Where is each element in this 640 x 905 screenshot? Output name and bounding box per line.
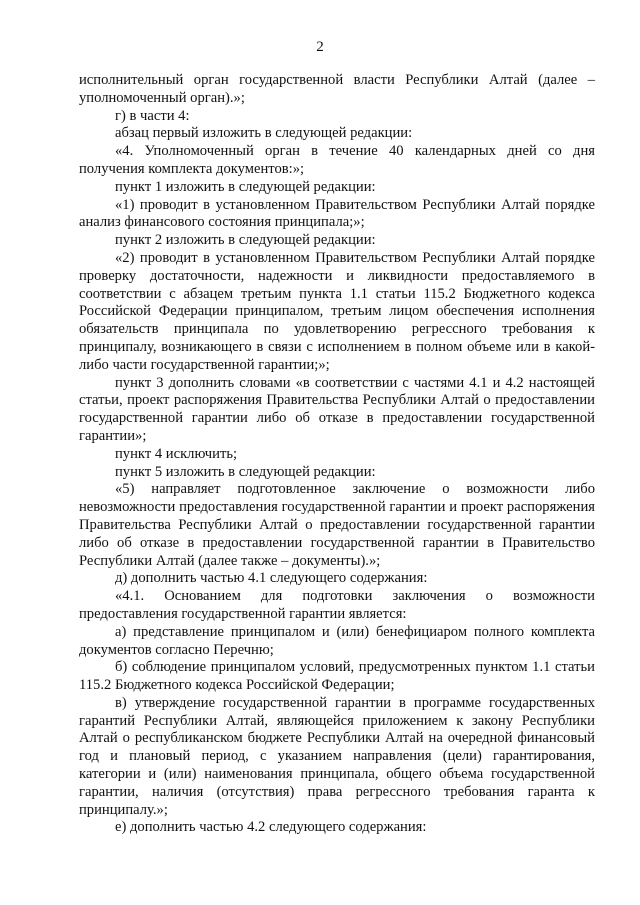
page-number: 2	[316, 39, 324, 55]
paragraph: исполнительный орган государственной власти Республики Алтай (далее – уполномоченный орган).»;	[79, 72, 595, 106]
paragraph: абзац первый изложить в следующей редакции:	[115, 125, 413, 142]
paragraph: «4. Уполномоченный орган в течение 40 календарных дней со дня получения комплекта документов:»;	[79, 143, 595, 177]
paragraph: «1) проводит в установленном Правительством Республики Алтай порядке анализ финансового состояния принципала;»;	[79, 196, 595, 231]
paragraph: е) дополнить частью 4.2 следующего содержания:	[115, 819, 427, 836]
paragraph: «2) проводит в установленном Правительством Республики Алтай порядке проверку достаточности, надежности и ликвидности предоставляемого в соответствии с абзацем третьим пункта 1.1 статьи 115.2 Бюджетного кодекса Российской Федерации принципалом, третьим лицом обеспечения исполнения обязательств принципала по удовлетворению регрессного требования к принципалу, возникающего в связи с исполнением в полном объеме или в какой-либо части государственной гарантии;»;	[79, 249, 595, 373]
paragraph: б) соблюдение принципалом условий, предусмотренных пунктом 1.1 статьи 115.2 Бюджетного кодекса Российской Федерации;	[79, 659, 595, 694]
paragraph: д) дополнить частью 4.1 следующего содержания:	[115, 570, 428, 587]
paragraph: «4.1. Основанием для подготовки заключения о возможности предоставления государственной гарантии является:	[79, 588, 595, 622]
paragraph: в) утверждение государственной гарантии в программе государственных гарантий Республики Алтай, являющейся приложением к закону Республики Алтай о республиканском бюджете Республики Алтай на очередной финансовый год и плановый период, с указанием направления (цели) гарантирования, категории и (или) наименования принципала, общего объема государственной гарантии, наличия (отсутствия) права регрессного требования гаранта к принципалу.»;	[79, 694, 595, 818]
paragraph: «5) направляет подготовленное заключение о возможности либо невозможности предоставления государственной гарантии и проект распоряжения Правительства Республики Алтай о предоставлении государственной гарантии либо об отказе в предоставлении государственной гарантии в Правительство Республики Алтай (далее также – документы).»;	[79, 481, 595, 569]
paragraph: а) представление принципалом и (или) бенефициаром полного комплекта документов согласно Перечню;	[79, 623, 595, 658]
paragraph: пункт 5 изложить в следующей редакции:	[115, 463, 376, 480]
paragraph: пункт 3 дополнить словами «в соответствии с частями 4.1 и 4.2 настоящей статьи, проект распоряжения Правительства Республики Алтай о предоставлении государственной гарантии либо об отказе в предоставлении государственной гарантии»;	[79, 374, 595, 444]
paragraph: пункт 2 изложить в следующей редакции:	[115, 232, 376, 249]
paragraph: г) в части 4:	[115, 107, 190, 124]
paragraph: пункт 4 исключить;	[115, 445, 238, 462]
paragraph: пункт 1 изложить в следующей редакции:	[115, 178, 376, 195]
document-body	[79, 72, 595, 837]
